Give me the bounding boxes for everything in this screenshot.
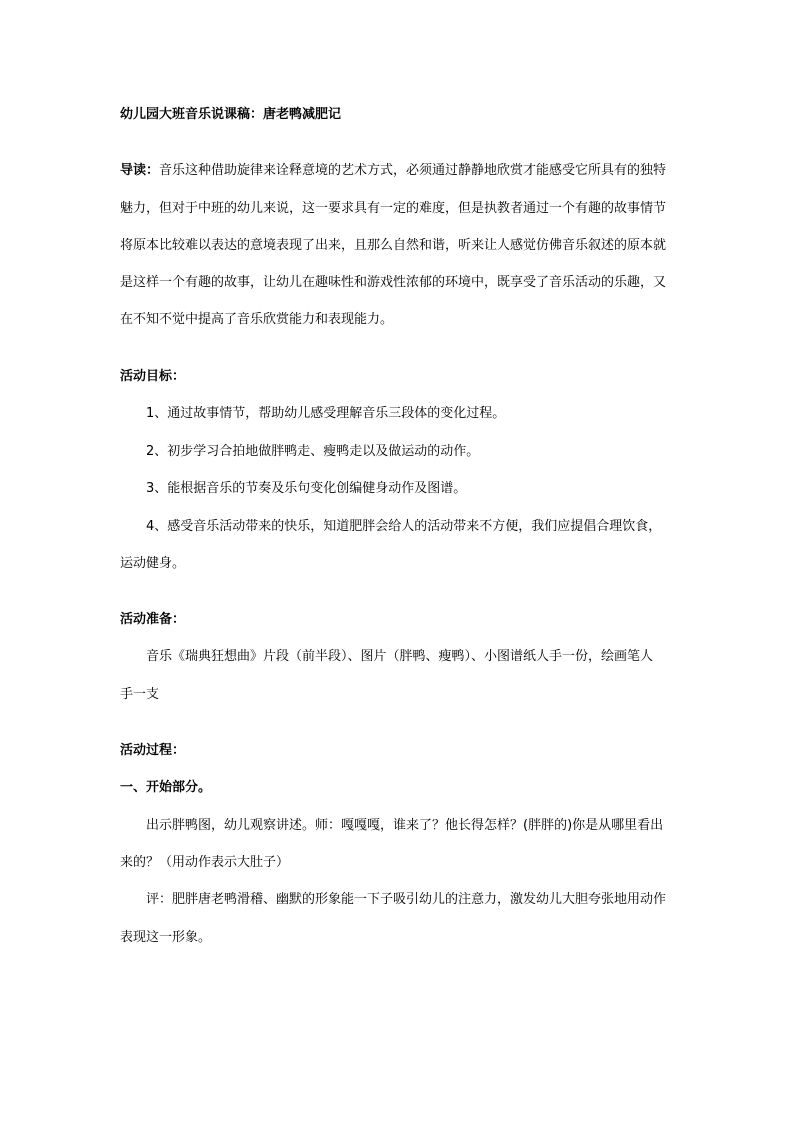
prep-line-1: 音乐《瑞典狂想曲》片段（前半段）、图片（胖鸭、瘦鸭）、小图谱纸人手一份，绘画笔人 — [146, 649, 654, 664]
intro-text-1: 音乐这种借助旋律来诠释意境的艺术方式，必须通过静静地欣赏才能感受它所具有的独特 — [159, 163, 667, 178]
goal-item-3: 3、能根据音乐的节奏及乐句变化创编健身动作及图谱。 — [146, 481, 467, 496]
prep-heading: 活动准备： — [120, 612, 186, 627]
document-title: 幼儿园大班音乐说课稿：唐老鸭减肥记 — [120, 107, 342, 122]
process-heading: 活动过程： — [120, 743, 186, 758]
goal-item-1: 1、通过故事情节，帮助幼儿感受理解音乐三段体的变化过程。 — [146, 406, 506, 421]
intro-line-1 — [120, 162, 680, 180]
intro-line-4: 是这样一个有趣的故事，让幼儿在趣味性和游戏性浓郁的环境中，既享受了音乐活动的乐趣，又 — [120, 275, 667, 290]
goal-item-4-continued: 运动健身。 — [120, 556, 186, 571]
goals-heading: 活动目标： — [120, 369, 186, 384]
process-p1-line-2: 来的？（用动作表示大肚子） — [120, 855, 290, 870]
intro-line-3: 将原本比较难以表达的意境表现了出来，且那么自然和谐，听来让人感觉仿佛音乐叙述的原本就 — [120, 238, 667, 253]
intro-line-2: 魅力，但对于中班的幼儿来说，这一要求具有一定的难度，但是执教者通过一个有趣的故事情节 — [120, 201, 667, 216]
goal-item-2: 2、初步学习合拍地做胖鸭走、瘦鸭走以及做运动的动作。 — [146, 444, 480, 459]
process-part-1: 一、开始部分。 — [120, 780, 212, 795]
prep-line-2: 手一支 — [120, 687, 160, 702]
process-p2-line-2: 表现这一形象。 — [120, 930, 212, 945]
intro-line-5: 在不知不觉中提高了音乐欣赏能力和表现能力。 — [120, 312, 394, 327]
goal-item-4: 4、感受音乐活动带来的快乐，知道肥胖会给人的活动带来不方便，我们应提倡合理饮食， — [146, 519, 662, 534]
process-p2-line-1: 评：肥胖唐老鸭滑稽、幽默的形象能一下子吸引幼儿的注意力，激发幼儿大胆夸张地用动作 — [146, 892, 667, 907]
process-p1-line-1: 出示胖鸭图，幼儿观察讲述。师：嘎嘎嘎，谁来了？他长得怎样？(胖胖的)你是从哪里看出 — [146, 818, 664, 833]
intro-label: 导读： — [120, 163, 160, 178]
